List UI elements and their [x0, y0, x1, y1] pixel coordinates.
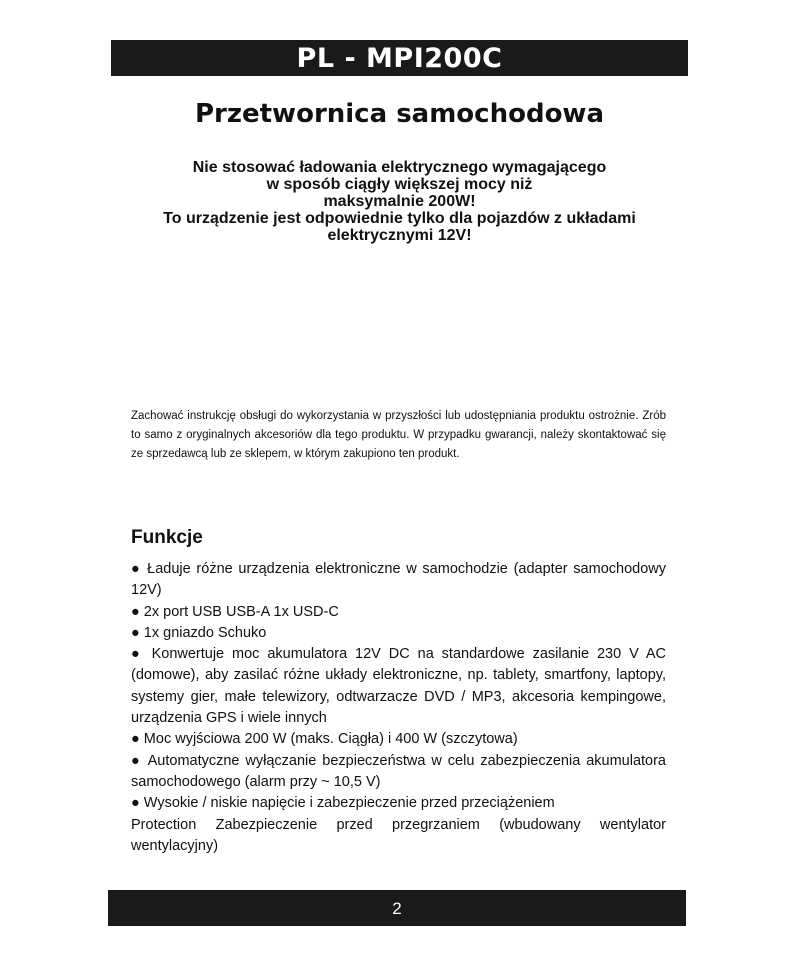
feature-item: ● Ładuje różne urządzenia elektroniczne w samochodzie (adapter samochodowy 12V)	[131, 559, 666, 602]
page-number: 2	[392, 899, 402, 918]
feature-item: ● 1x gniazdo Schuko	[131, 623, 666, 644]
warning-line: w sposób ciągły większej mocy niż	[266, 176, 533, 193]
feature-item: ● Wysokie / niskie napięcie i zabezpieczenie przed przeciążeniem	[131, 793, 666, 814]
feature-item: ● Konwertuje moc akumulatora 12V DC na standardowe zasilanie 230 V AC (domowe), aby zasilać różne układy elektroniczne, np. tablety, smartfony, laptopy, systemy gier, małe telewizory, odtwarzacze DVD / MP3, akcesoria kempingowe, urządzenia GPS i wiele innych	[131, 644, 666, 729]
feature-item: ● 2x port USB USB-A 1x USD-C	[131, 602, 666, 623]
feature-item: ● Moc wyjściowa 200 W (maks. Ciągła) i 400 W (szczytowa)	[131, 729, 666, 750]
features-list	[131, 559, 666, 857]
warning-line: elektrycznymi 12V!	[327, 227, 472, 244]
document-title: Przetwornica samochodowa	[194, 99, 604, 129]
model-name: PL - MPI200C	[296, 43, 503, 74]
features-heading: Funkcje	[131, 527, 203, 548]
model-header-bar	[111, 40, 688, 76]
warning-line: To urządzenie jest odpowiednie tylko dla pojazdów z układami	[163, 210, 636, 227]
intro-paragraph: Zachować instrukcję obsługi do wykorzystania w przyszłości lub udostępniania produktu ostrożnie. Zrób to samo z oryginalnych akcesoriów dla tego produktu. W przypadku gwarancji, należy skontaktować się ze sprzedawcą lub ze sklepem, w którym zakupiono ten produkt.	[131, 410, 666, 460]
warning-line: maksymalnie 200W!	[323, 193, 476, 210]
feature-continuation: Protection Zabezpieczenie przed przegrzaniem (wbudowany wentylator wentylacyjny)	[131, 816, 666, 854]
power-warning	[111, 159, 688, 244]
page-footer-bar	[108, 890, 686, 926]
feature-item: ● Automatyczne wyłączanie bezpieczeństwa w celu zabezpieczenia akumulatora samochodowego (alarm przy ~ 10,5 V)	[131, 751, 666, 794]
warning-line: Nie stosować ładowania elektrycznego wymagającego	[192, 159, 607, 176]
